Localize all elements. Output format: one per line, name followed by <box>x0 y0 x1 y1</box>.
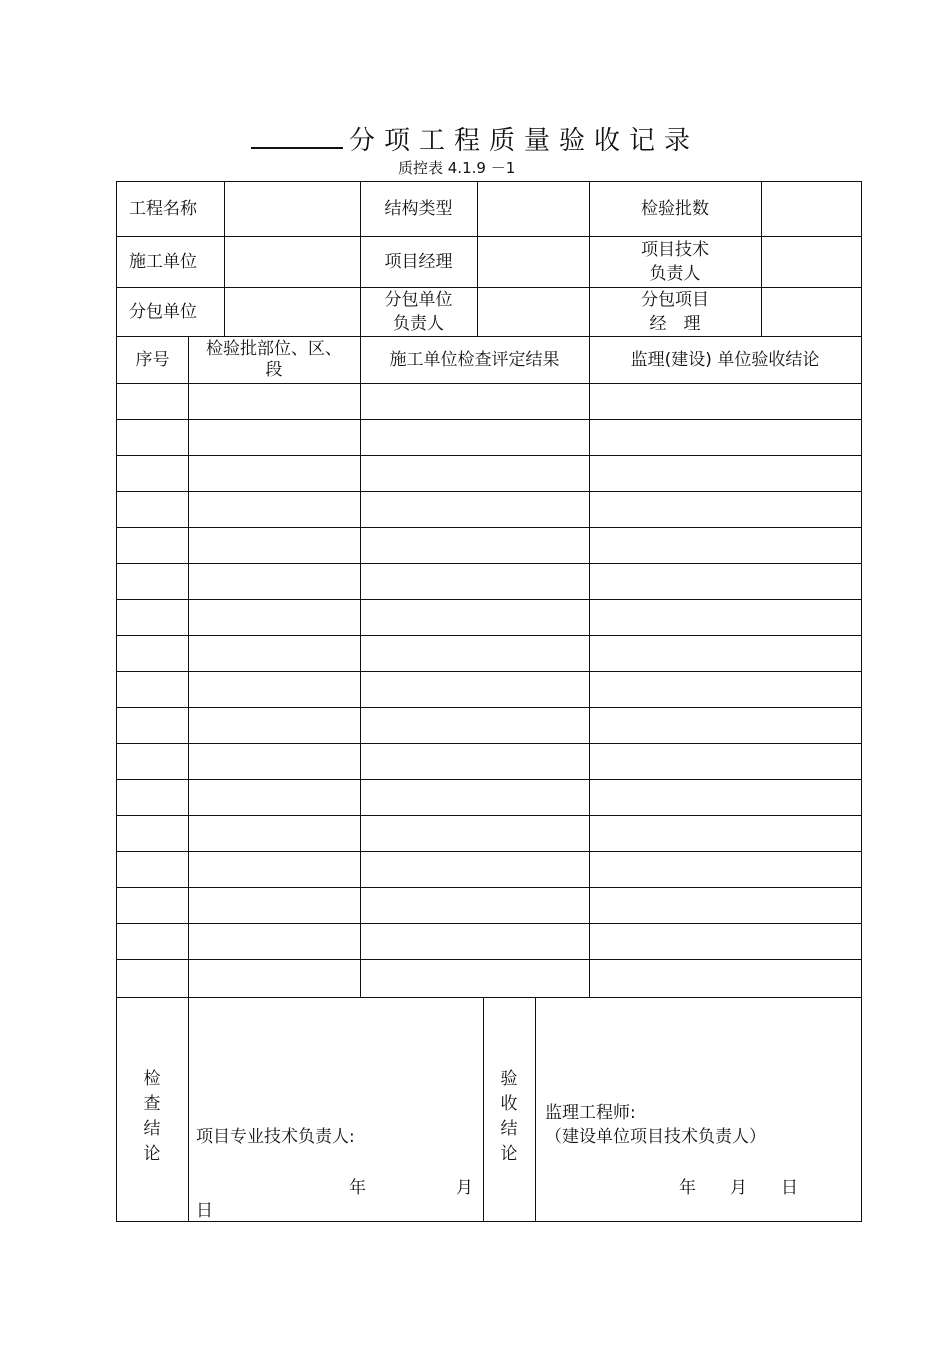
table-row-14-cell-1[interactable] <box>117 851 188 887</box>
table-row-13-cell-3[interactable] <box>360 815 589 851</box>
supervisor-alt-label: （建设单位项目技术负责人） <box>545 1127 766 1147</box>
table-row-7-cell-1[interactable] <box>117 599 188 635</box>
form-title <box>0 120 950 157</box>
form-code: 质控表 4.1.9 －1 <box>398 159 516 177</box>
sub-manager-field[interactable] <box>761 287 861 336</box>
table-row-12-cell-3[interactable] <box>360 779 589 815</box>
table-row-12-cell-4[interactable] <box>589 779 861 815</box>
table-row-9-cell-1[interactable] <box>117 671 188 707</box>
table-row-1-cell-3[interactable] <box>360 383 589 419</box>
accept-conclusion-label: 验 收 结 论 <box>500 1069 518 1164</box>
table-row-14-cell-3[interactable] <box>360 851 589 887</box>
table-row-4-cell-1[interactable] <box>117 491 188 527</box>
table-row-4-cell-2[interactable] <box>188 491 360 527</box>
table-row-15-cell-1[interactable] <box>117 887 188 923</box>
table-row-17-cell-4[interactable] <box>589 959 861 995</box>
subcontractor-field[interactable] <box>224 287 360 336</box>
table-row-8-cell-3[interactable] <box>360 635 589 671</box>
table-row-3-cell-1[interactable] <box>117 455 188 491</box>
table-row-12-cell-1[interactable] <box>117 779 188 815</box>
table-row-11-cell-4[interactable] <box>589 743 861 779</box>
table-row-2-cell-4[interactable] <box>589 419 861 455</box>
table-row-2-cell-1[interactable] <box>117 419 188 455</box>
structure-type-label: 结构类型 <box>384 199 453 219</box>
table-row-5-cell-3[interactable] <box>360 527 589 563</box>
acceptance-form-table <box>116 181 862 1222</box>
sub-lead-label: 分包单位 负责人 <box>384 289 453 334</box>
accept-date: 年 月 日 <box>679 1178 798 1198</box>
structure-type-field[interactable] <box>477 182 589 236</box>
table-row-11-cell-1[interactable] <box>117 743 188 779</box>
check-date-month: 月 <box>456 1178 473 1198</box>
table-row-15-cell-4[interactable] <box>589 887 861 923</box>
contractor-label: 施工单位 <box>129 251 197 272</box>
table-row-3-cell-2[interactable] <box>188 455 360 491</box>
table-row-10-cell-3[interactable] <box>360 707 589 743</box>
table-row-11-cell-2[interactable] <box>188 743 360 779</box>
project-manager-field[interactable] <box>477 236 589 287</box>
batch-count-field[interactable] <box>761 182 861 236</box>
tech-lead-field[interactable] <box>761 236 861 287</box>
sub-manager-label: 分包项目 经 理 <box>641 289 709 334</box>
col-header-location: 检验批部位、区、 段 <box>206 338 342 380</box>
table-row-7-cell-3[interactable] <box>360 599 589 635</box>
table-row-9-cell-2[interactable] <box>188 671 360 707</box>
table-row-10-cell-1[interactable] <box>117 707 188 743</box>
table-row-13-cell-2[interactable] <box>188 815 360 851</box>
table-row-16-cell-4[interactable] <box>589 923 861 959</box>
col-header-contractor-result: 施工单位检查评定结果 <box>389 349 560 370</box>
table-row-2-cell-2[interactable] <box>188 419 360 455</box>
table-row-17-cell-3[interactable] <box>360 959 589 995</box>
project-manager-label: 项目经理 <box>384 251 453 272</box>
table-row-5-cell-1[interactable] <box>117 527 188 563</box>
table-row-15-cell-2[interactable] <box>188 887 360 923</box>
table-row-8-cell-1[interactable] <box>117 635 188 671</box>
contractor-field[interactable] <box>224 236 360 287</box>
table-row-14-cell-4[interactable] <box>589 851 861 887</box>
table-row-16-cell-3[interactable] <box>360 923 589 959</box>
table-row-1-cell-2[interactable] <box>188 383 360 419</box>
table-row-2-cell-3[interactable] <box>360 419 589 455</box>
table-row-1-cell-1[interactable] <box>117 383 188 419</box>
table-row-13-cell-1[interactable] <box>117 815 188 851</box>
table-row-9-cell-4[interactable] <box>589 671 861 707</box>
check-person-label: 项目专业技术负责人: <box>196 1127 355 1147</box>
table-row-8-cell-2[interactable] <box>188 635 360 671</box>
table-row-6-cell-3[interactable] <box>360 563 589 599</box>
table-row-11-cell-3[interactable] <box>360 743 589 779</box>
col-header-supervisor-conclusion: 监理(建设) 单位验收结论 <box>630 349 820 370</box>
table-row-6-cell-2[interactable] <box>188 563 360 599</box>
table-row-14-cell-2[interactable] <box>188 851 360 887</box>
check-date-year: 年 <box>349 1178 366 1198</box>
table-row-17-cell-2[interactable] <box>188 959 360 995</box>
table-row-6-cell-1[interactable] <box>117 563 188 599</box>
table-row-4-cell-4[interactable] <box>589 491 861 527</box>
table-row-16-cell-1[interactable] <box>117 923 188 959</box>
project-name-blank[interactable] <box>251 123 343 149</box>
table-row-3-cell-3[interactable] <box>360 455 589 491</box>
project-name-field[interactable] <box>224 182 360 236</box>
table-row-4-cell-3[interactable] <box>360 491 589 527</box>
table-row-16-cell-2[interactable] <box>188 923 360 959</box>
table-row-13-cell-4[interactable] <box>589 815 861 851</box>
table-row-5-cell-2[interactable] <box>188 527 360 563</box>
table-row-12-cell-2[interactable] <box>188 779 360 815</box>
table-row-9-cell-3[interactable] <box>360 671 589 707</box>
batch-count-label: 检验批数 <box>641 199 709 219</box>
check-date-day: 日 <box>196 1201 213 1221</box>
table-row-3-cell-4[interactable] <box>589 455 861 491</box>
check-conclusion-label: 检 查 结 论 <box>143 1069 161 1164</box>
supervisor-label: 监理工程师: <box>545 1103 636 1123</box>
table-row-5-cell-4[interactable] <box>589 527 861 563</box>
table-row-7-cell-4[interactable] <box>589 599 861 635</box>
table-row-10-cell-2[interactable] <box>188 707 360 743</box>
col-header-index: 序号 <box>135 349 170 370</box>
subcontractor-label: 分包单位 <box>129 301 197 322</box>
table-row-15-cell-3[interactable] <box>360 887 589 923</box>
table-row-1-cell-4[interactable] <box>589 383 861 419</box>
table-row-8-cell-4[interactable] <box>589 635 861 671</box>
form-title-text: 分项工程质量验收记录 <box>348 126 699 156</box>
table-row-6-cell-4[interactable] <box>589 563 861 599</box>
table-row-17-cell-1[interactable] <box>117 959 188 995</box>
tech-lead-label: 项目技术 负责人 <box>641 239 709 284</box>
sub-lead-field[interactable] <box>477 287 589 336</box>
project-name-label: 工程名称 <box>129 199 197 219</box>
table-row-10-cell-4[interactable] <box>589 707 861 743</box>
table-row-7-cell-2[interactable] <box>188 599 360 635</box>
